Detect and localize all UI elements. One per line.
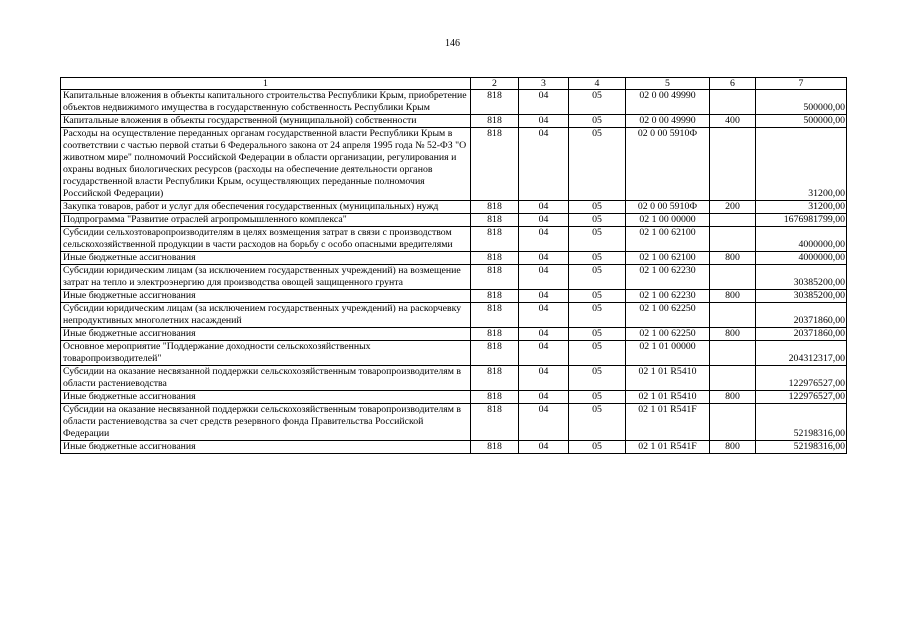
row-section: 04 xyxy=(519,441,569,454)
row-subsection: 05 xyxy=(569,265,626,290)
row-target-article: 02 1 00 62100 xyxy=(626,252,710,265)
row-subsection: 05 xyxy=(569,290,626,303)
row-target-article: 02 1 00 62230 xyxy=(626,265,710,290)
row-expense-type: 800 xyxy=(710,290,756,303)
row-admin-code: 818 xyxy=(471,128,519,201)
row-section: 04 xyxy=(519,328,569,341)
row-section: 04 xyxy=(519,341,569,366)
row-admin-code: 818 xyxy=(471,441,519,454)
budget-table xyxy=(60,77,847,454)
column-header: 3 xyxy=(519,78,569,90)
row-amount: 20371860,00 xyxy=(756,303,847,328)
row-name: Иные бюджетные ассигнования xyxy=(61,391,471,404)
row-admin-code: 818 xyxy=(471,366,519,391)
row-name: Иные бюджетные ассигнования xyxy=(61,290,471,303)
row-amount: 4000000,00 xyxy=(756,252,847,265)
row-target-article: 02 1 01 R541F xyxy=(626,441,710,454)
row-admin-code: 818 xyxy=(471,341,519,366)
row-subsection: 05 xyxy=(569,227,626,252)
row-subsection: 05 xyxy=(569,391,626,404)
row-amount: 31200,00 xyxy=(756,201,847,214)
row-admin-code: 818 xyxy=(471,391,519,404)
row-amount: 122976527,00 xyxy=(756,391,847,404)
row-name: Субсидии сельхозтоваропроизводителям в целях возмещения затрат в связи с производством сельскохозяйственной продукции в части расходов на борьбу с особо опасными вредителями xyxy=(61,227,471,252)
row-section: 04 xyxy=(519,290,569,303)
row-expense-type xyxy=(710,404,756,441)
table-row xyxy=(61,252,847,265)
table-row xyxy=(61,391,847,404)
row-amount: 500000,00 xyxy=(756,115,847,128)
table-header-row xyxy=(61,78,847,90)
column-header: 7 xyxy=(756,78,847,90)
row-subsection: 05 xyxy=(569,252,626,265)
row-section: 04 xyxy=(519,252,569,265)
row-section: 04 xyxy=(519,404,569,441)
row-subsection: 05 xyxy=(569,201,626,214)
row-subsection: 05 xyxy=(569,341,626,366)
row-subsection: 05 xyxy=(569,366,626,391)
row-target-article: 02 1 00 62100 xyxy=(626,227,710,252)
row-expense-type: 800 xyxy=(710,391,756,404)
row-target-article: 02 1 01 R541F xyxy=(626,404,710,441)
row-name: Закупка товаров, работ и услуг для обеспечения государственных (муниципальных) нужд xyxy=(61,201,471,214)
row-name: Капитальные вложения в объекты государственной (муниципальной) собственности xyxy=(61,115,471,128)
row-name: Основное мероприятие "Поддержание доходности сельскохозяйственных товаропроизводителей" xyxy=(61,341,471,366)
table-row xyxy=(61,341,847,366)
row-name: Субсидии юридическим лицам (за исключением государственных учреждений) на раскорчевку непродуктивных многолетних насаждений xyxy=(61,303,471,328)
row-amount: 1676981799,00 xyxy=(756,214,847,227)
row-expense-type xyxy=(710,366,756,391)
row-subsection: 05 xyxy=(569,115,626,128)
row-name: Иные бюджетные ассигнования xyxy=(61,252,471,265)
row-amount: 4000000,00 xyxy=(756,227,847,252)
row-name: Расходы на осуществление переданных органам государственной власти Республики Крым в соответствии с частью первой статьи 6 Федерального закона от 24 апреля 1995 года № 52-ФЗ "О животном мире" полномочий Российской Федерации в области организации, регулирования и охраны водных биологических ресурсов (расходы на обеспечение деятельности органов государственной власти Республики Крым, осуществляющих переданные полномочия Российской Федерации) xyxy=(61,128,471,201)
row-expense-type: 800 xyxy=(710,328,756,341)
row-amount: 500000,00 xyxy=(756,90,847,115)
row-section: 04 xyxy=(519,366,569,391)
row-expense-type: 200 xyxy=(710,201,756,214)
row-amount: 52198316,00 xyxy=(756,404,847,441)
row-name: Субсидии на оказание несвязанной поддержки сельскохозяйственным товаропроизводителям в области растениеводства xyxy=(61,366,471,391)
row-admin-code: 818 xyxy=(471,265,519,290)
table-row xyxy=(61,90,847,115)
row-admin-code: 818 xyxy=(471,90,519,115)
table-row xyxy=(61,441,847,454)
row-expense-type xyxy=(710,214,756,227)
table-row xyxy=(61,214,847,227)
row-expense-type xyxy=(710,341,756,366)
row-target-article: 02 0 00 5910Ф xyxy=(626,201,710,214)
row-admin-code: 818 xyxy=(471,303,519,328)
row-amount: 30385200,00 xyxy=(756,265,847,290)
row-expense-type: 800 xyxy=(710,441,756,454)
row-expense-type xyxy=(710,90,756,115)
page-number: 146 xyxy=(445,38,460,49)
row-section: 04 xyxy=(519,128,569,201)
row-expense-type: 800 xyxy=(710,252,756,265)
row-admin-code: 818 xyxy=(471,252,519,265)
row-section: 04 xyxy=(519,90,569,115)
row-admin-code: 818 xyxy=(471,214,519,227)
row-expense-type xyxy=(710,227,756,252)
column-header: 4 xyxy=(569,78,626,90)
row-expense-type: 400 xyxy=(710,115,756,128)
row-subsection: 05 xyxy=(569,328,626,341)
row-subsection: 05 xyxy=(569,303,626,328)
row-expense-type xyxy=(710,265,756,290)
column-header: 1 xyxy=(61,78,471,90)
row-section: 04 xyxy=(519,265,569,290)
row-target-article: 02 1 00 00000 xyxy=(626,214,710,227)
row-section: 04 xyxy=(519,391,569,404)
row-target-article: 02 0 00 5910Ф xyxy=(626,128,710,201)
row-section: 04 xyxy=(519,214,569,227)
row-target-article: 02 1 01 R5410 xyxy=(626,391,710,404)
table-row xyxy=(61,115,847,128)
row-expense-type xyxy=(710,128,756,201)
row-admin-code: 818 xyxy=(471,404,519,441)
row-section: 04 xyxy=(519,303,569,328)
row-admin-code: 818 xyxy=(471,328,519,341)
table-row xyxy=(61,328,847,341)
row-amount: 122976527,00 xyxy=(756,366,847,391)
table-row xyxy=(61,128,847,201)
table-row xyxy=(61,290,847,303)
row-admin-code: 818 xyxy=(471,227,519,252)
row-amount: 30385200,00 xyxy=(756,290,847,303)
row-name: Субсидии на оказание несвязанной поддержки сельскохозяйственным товаропроизводителям в области растениеводства за счет средств резервного фонда Правительства Российской Федерации xyxy=(61,404,471,441)
table-row xyxy=(61,303,847,328)
column-header: 5 xyxy=(626,78,710,90)
row-subsection: 05 xyxy=(569,441,626,454)
row-section: 04 xyxy=(519,115,569,128)
row-name: Иные бюджетные ассигнования xyxy=(61,328,471,341)
row-name: Субсидии юридическим лицам (за исключением государственных учреждений) на возмещение затрат на тепло и электроэнергию для производства овощей защищенного грунта xyxy=(61,265,471,290)
row-admin-code: 818 xyxy=(471,201,519,214)
row-admin-code: 818 xyxy=(471,290,519,303)
row-name: Капитальные вложения в объекты капитального строительства Республики Крым, приобретение объектов недвижимого имущества в государственную собственность Республики Крым xyxy=(61,90,471,115)
column-header: 6 xyxy=(710,78,756,90)
row-name: Подпрограмма "Развитие отраслей агропромышленного комплекса" xyxy=(61,214,471,227)
table-row xyxy=(61,201,847,214)
row-target-article: 02 1 00 62250 xyxy=(626,328,710,341)
column-header: 2 xyxy=(471,78,519,90)
row-amount: 204312317,00 xyxy=(756,341,847,366)
row-expense-type xyxy=(710,303,756,328)
row-amount: 31200,00 xyxy=(756,128,847,201)
table-row xyxy=(61,227,847,252)
row-target-article: 02 1 01 R5410 xyxy=(626,366,710,391)
row-subsection: 05 xyxy=(569,128,626,201)
row-amount: 52198316,00 xyxy=(756,441,847,454)
row-name: Иные бюджетные ассигнования xyxy=(61,441,471,454)
row-subsection: 05 xyxy=(569,214,626,227)
row-target-article: 02 0 00 49990 xyxy=(626,115,710,128)
row-admin-code: 818 xyxy=(471,115,519,128)
table-row xyxy=(61,366,847,391)
row-subsection: 05 xyxy=(569,90,626,115)
row-subsection: 05 xyxy=(569,404,626,441)
table-row xyxy=(61,404,847,441)
row-target-article: 02 0 00 49990 xyxy=(626,90,710,115)
row-section: 04 xyxy=(519,227,569,252)
row-target-article: 02 1 00 62230 xyxy=(626,290,710,303)
row-section: 04 xyxy=(519,201,569,214)
row-amount: 20371860,00 xyxy=(756,328,847,341)
row-target-article: 02 1 01 00000 xyxy=(626,341,710,366)
table-row xyxy=(61,265,847,290)
row-target-article: 02 1 00 62250 xyxy=(626,303,710,328)
